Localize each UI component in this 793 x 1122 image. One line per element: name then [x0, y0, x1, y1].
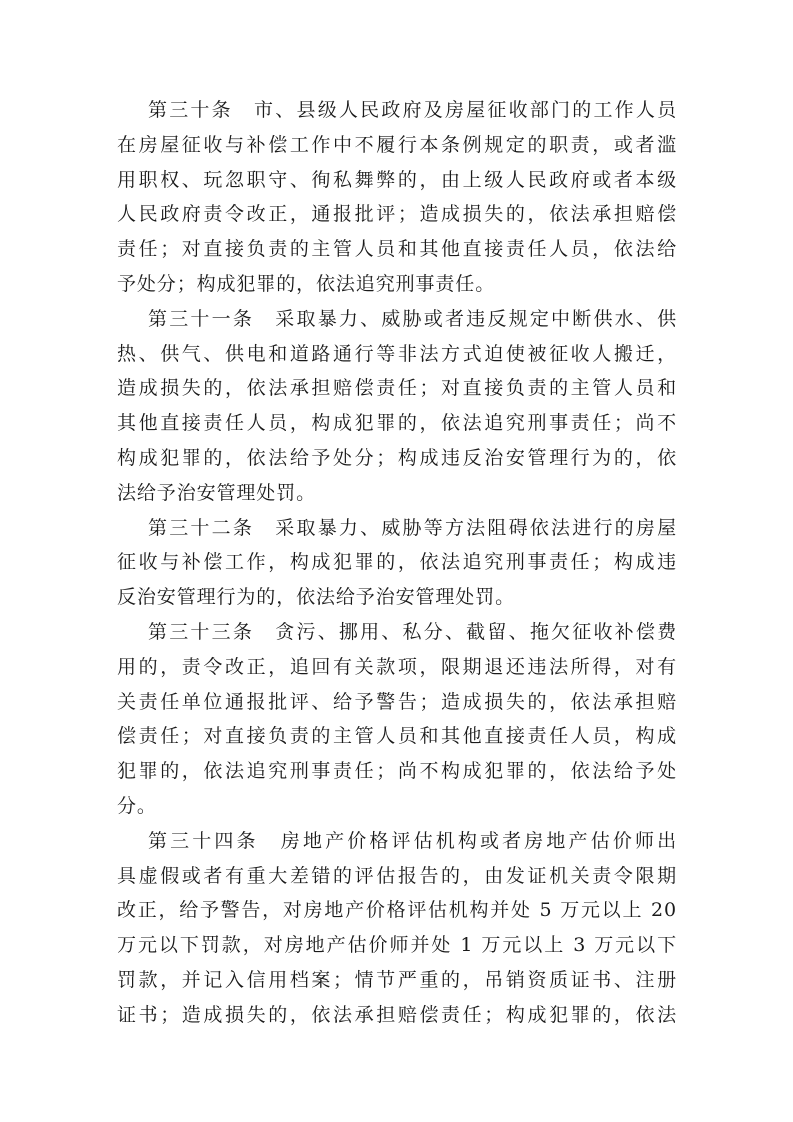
text-line: 偿责任；对直接负责的主管人员和其他直接责任人员，构成	[117, 725, 677, 748]
regulation-text	[117, 93, 677, 1033]
text-line: 人民政府责令改正，通报批评；造成损失的，依法承担赔偿	[117, 203, 677, 226]
text-line: 反治安管理行为的，依法给予治安管理处罚。	[117, 586, 516, 609]
article-first-line: 第三十四条 房地产价格评估机构或者房地产估价师出	[148, 829, 677, 852]
text-line: 证书；造成损失的，依法承担赔偿责任；构成犯罪的，依法	[117, 1003, 677, 1026]
text-line: 其他直接责任人员，构成犯罪的，依法追究刑事责任；尚不	[117, 412, 677, 435]
article-first-line: 第三十三条 贪污、挪用、私分、截留、拖欠征收补偿费	[148, 620, 677, 643]
text-line: 万元以下罚款，对房地产估价师并处 1 万元以上 3 万元以下	[117, 934, 677, 957]
text-line: 用的，责令改正，追回有关款项，限期退还违法所得，对有	[117, 655, 677, 678]
text-line: 责任；对直接负责的主管人员和其他直接责任人员，依法给	[117, 238, 677, 261]
text-line: 用职权、玩忽职守、徇私舞弊的，由上级人民政府或者本级	[117, 168, 677, 191]
text-line: 征收与补偿工作，构成犯罪的，依法追究刑事责任；构成违	[117, 551, 677, 574]
text-line: 予处分；构成犯罪的，依法追究刑事责任。	[117, 272, 496, 295]
text-line: 造成损失的，依法承担赔偿责任；对直接负责的主管人员和	[117, 377, 677, 400]
text-line: 在房屋征收与补偿工作中不履行本条例规定的职责，或者滥	[117, 133, 677, 156]
text-line: 罚款，并记入信用档案；情节严重的，吊销资质证书、注册	[117, 968, 677, 991]
text-line: 分。	[117, 794, 157, 817]
article-first-line: 第三十条 市、县级人民政府及房屋征收部门的工作人员	[148, 99, 677, 121]
text-line: 改正，给予警告，对房地产价格评估机构并处 5 万元以上 20	[117, 899, 677, 922]
text-line: 具虚假或者有重大差错的评估报告的，由发证机关责令限期	[117, 864, 677, 887]
article-first-line: 第三十一条 采取暴力、威胁或者违反规定中断供水、供	[148, 307, 677, 330]
text-line: 关责任单位通报批评、给予警告；造成损失的，依法承担赔	[117, 690, 677, 713]
article-first-line: 第三十二条 采取暴力、威胁等方法阻碍依法进行的房屋	[148, 516, 677, 539]
text-line: 犯罪的，依法追究刑事责任；尚不构成犯罪的，依法给予处	[117, 760, 677, 783]
text-line: 法给予治安管理处罚。	[117, 481, 317, 504]
text-line: 热、供气、供电和道路通行等非法方式迫使被征收人搬迁，	[117, 342, 677, 365]
text-line: 构成犯罪的，依法给予处分；构成违反治安管理行为的，依	[117, 446, 677, 469]
